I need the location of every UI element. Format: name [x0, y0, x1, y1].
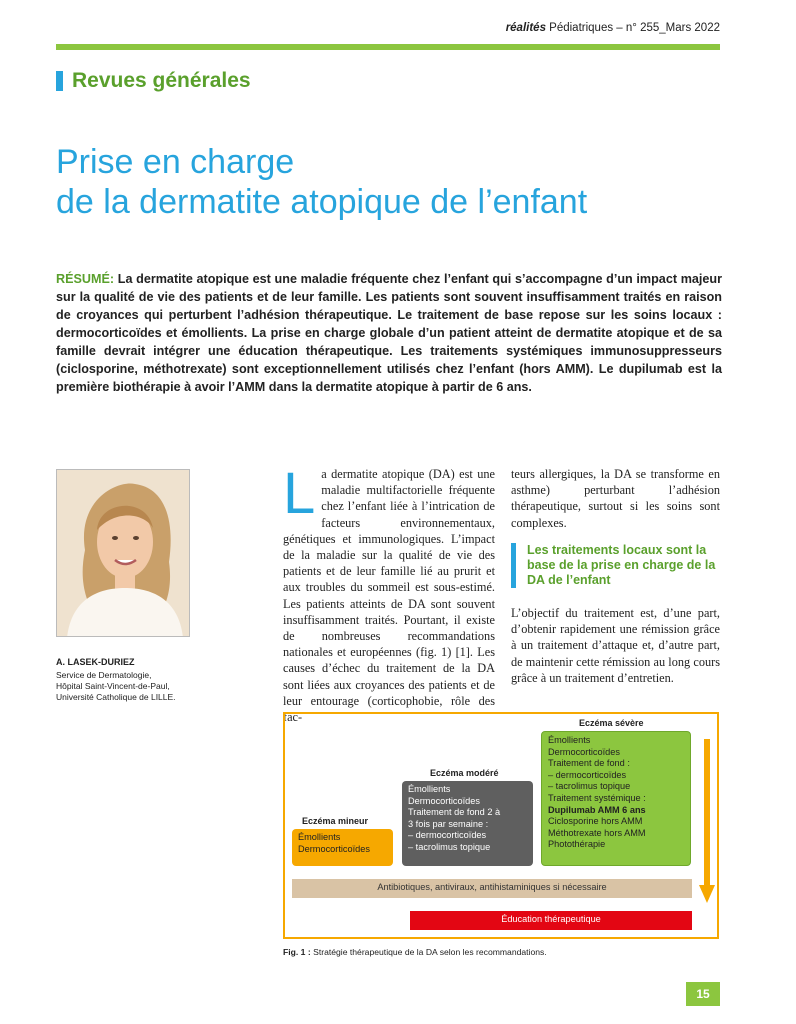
author-affiliation-2: Hôpital Saint-Vincent-de-Paul, — [56, 681, 170, 691]
body-paragraph-1: a dermatite atopique (DA) est une maladie multifactorielle fréquente chez l’enfant liée à l’intrication de facteurs environnementaux, génétiques et immunologiques. L’impact de la maladie sur la qualité de vie des patients et de leur famille lié au prurit et aux troubles du sommeil est sous-estimé. Les patients atteints de DA sont souvent insuffisamment traités. Pourtant, il existe de nombreuses recommandations nationales et européennes (fig. 1) [1]. Les causes d’échec du traitement de la DA sont liées aux croyances des patients et de leur entourage (corticophobie, rôle des fac- — [283, 467, 495, 725]
section-bar — [56, 71, 63, 91]
mild-box: Émollients Dermocorticoïdes — [292, 829, 393, 866]
antibiotics-bar: Antibiotiques, antiviraux, antihistaminiques si nécessaire — [292, 879, 692, 898]
section-label: Revues générales — [72, 69, 251, 92]
treatment-figure — [283, 712, 719, 939]
article-title: Prise en charge de la dermatite atopique de l’enfant — [56, 143, 588, 221]
subheading: Les traitements locaux sont la base de la prise en charge de la DA de l’enfant — [511, 543, 720, 588]
page-number: 15 — [686, 982, 720, 1006]
abstract — [56, 270, 722, 396]
severity-arrow — [699, 739, 715, 905]
section-tag — [56, 69, 251, 93]
body-paragraph-3: L’objectif du traitement est, d’une part, d’obtenir rapidement une rémission grâce à un traitement d’attaque et, d’autre part, de maintenir cette rémission au long cours grâce à un traitement d’entretien. — [511, 606, 720, 685]
moderate-title: Eczéma modéré — [430, 768, 499, 778]
author-affiliation-3: Université Catholique de LILLE. — [56, 692, 176, 702]
abstract-text: La dermatite atopique est une maladie fréquente chez l’enfant qui s’accompagne d’un impact majeur sur la qualité de vie des patients et de leur famille. Les patients sont souvent insuffisamment traités en raison de croyances qui perturbent l’adhésion thérapeutique. Le traitement de base repose sur les soins locaux : dermocorticoïdes et émollients. La prise en charge globale d’un patient atteint de dermatite atopique et de sa famille devrait intégrer une éducation thérapeutique. Les traitements systémiques immunosuppresseurs (ciclosporine, méthotrexate) sont exceptionnellement utilisés chez l’enfant (hors AMM). Le dupilumab est la première biothérapie à avoir l’AMM dans la dermatite atopique à partir de 6 ans. — [56, 272, 722, 394]
dupilumab-highlight: Dupilumab AMM 6 ans — [548, 804, 646, 815]
author-photo — [56, 469, 190, 637]
body-column-2 — [511, 466, 720, 531]
abstract-label: RÉSUMÉ: — [56, 272, 115, 286]
figure-caption: Fig. 1 : Stratégie thérapeutique de la DA selon les recommandations. — [283, 947, 547, 957]
author-name: A. LASEK-DURIEZ — [56, 657, 135, 667]
body-column-2b — [511, 605, 720, 686]
mild-title: Eczéma mineur — [302, 816, 369, 826]
author-affiliation-1: Service de Dermatologie, — [56, 670, 152, 680]
journal-header: réalités Pédiatriques – n° 255_Mars 2022 — [505, 22, 720, 34]
body-paragraph-2: teurs allergiques, la DA se transforme en asthme) perturbant l’adhésion thérapeutique, surtout si les soins sont complexes. — [511, 467, 720, 530]
top-rule — [56, 44, 720, 50]
severe-title: Eczéma sévère — [579, 718, 644, 728]
severe-box: Émollients Dermocorticoïdes Traitement de fond : – dermocorticoïdes – tacrolimus topique Traitement systémique : Dupilumab AMM 6 ans Ciclosporine hors AMM Méthotrexate hors AMM Photothérapie — [541, 731, 691, 866]
author-info — [56, 657, 256, 703]
body-column-1 — [283, 461, 495, 725]
education-bar: Éducation thérapeutique — [410, 911, 692, 930]
moderate-box: Émollients Dermocorticoïdes Traitement de fond 2 à 3 fois par semaine : – dermocorticoïdes – tacrolimus topique — [402, 781, 533, 866]
drop-cap: L — [283, 461, 316, 526]
